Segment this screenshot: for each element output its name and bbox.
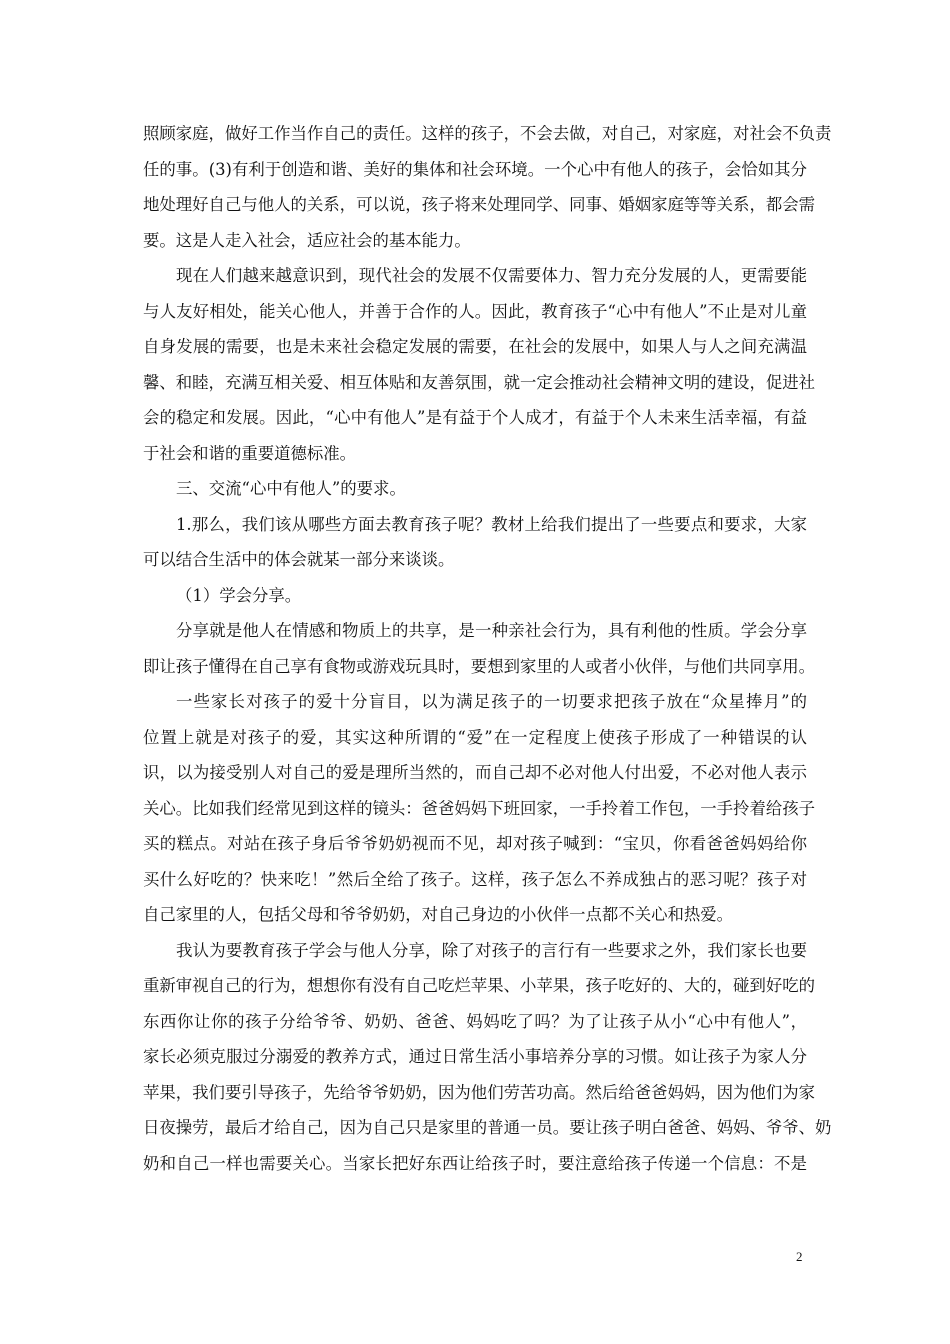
text-line: 自己家里的人，包括父母和爷爷奶奶，对自己身边的小伙伴一点都不关心和热爱。 xyxy=(143,905,734,924)
text-line: 位置上就是对孩子的爱，其实这种所谓的“爱”在一定程度上使孩子形成了一种错误的认 xyxy=(143,728,807,747)
text-line: 自身发展的需要，也是未来社会稳定发展的需要，在社会的发展中，如果人与人之间充满温 xyxy=(143,337,807,356)
text-line: 奶和自己一样也需要关心。当家长把好东西让给孩子时，要注意给孩子传递一个信息：不是 xyxy=(143,1154,807,1173)
text-line: 要。这是人走入社会，适应社会的基本能力。 xyxy=(143,231,471,250)
text-line: 家长必须克服过分溺爱的教养方式，通过日常生活小事培养分享的习惯。如让孩子为家人分 xyxy=(143,1047,807,1066)
text-line: 照顾家庭，做好工作当作自己的责任。这样的孩子，不会去做，对自己，对家庭，对社会不负责 xyxy=(143,124,832,143)
text-line: 可以结合生活中的体会就某一部分来谈谈。 xyxy=(143,550,455,569)
text-line: 与人友好相处，能关心他人，并善于合作的人。因此，教育孩子“心中有他人”不止是对儿童 xyxy=(143,302,807,321)
text-line: 现在人们越来越意识到，现代社会的发展不仅需要体力、智力充分发展的人，更需要能 xyxy=(176,266,807,285)
text-line: 一些家长对孩子的爱十分盲目，以为满足孩子的一切要求把孩子放在“众星捧月”的 xyxy=(176,692,807,711)
page-number: 2 xyxy=(796,1249,803,1264)
text-line: 识，以为接受别人对自己的爱是理所当然的，而自己却不必对他人付出爱，不必对他人表示 xyxy=(143,763,807,782)
text-line: 三、交流“心中有他人”的要求。 xyxy=(176,479,406,498)
text-line: 1.那么，我们该从哪些方面去教育孩子呢？教材上给我们提出了一些要点和要求，大家 xyxy=(176,515,807,534)
text-line: 重新审视自己的行为，想想你有没有自己吃烂苹果、小苹果，孩子吃好的、大的，碰到好吃的 xyxy=(143,976,816,995)
text-line: 东西你让你的孩子分给爷爷、奶奶、爸爸、妈妈吃了吗？为了让孩子从小“心中有他人”， xyxy=(143,1012,807,1031)
text-line: 任的事。(3)有利于创造和谐、美好的集体和社会环境。一个心中有他人的孩子，会恰如其分 xyxy=(143,160,807,179)
text-line: 苹果，我们要引导孩子，先给爷爷奶奶，因为他们劳苦功高。然后给爸爸妈妈，因为他们为家 xyxy=(143,1083,816,1102)
text-line: 会的稳定和发展。因此，“心中有他人”是有益于个人成才，有益于个人未来生活幸福，有益 xyxy=(143,408,807,427)
text-line: 买什么好吃的？快来吃！”然后全给了孩子。这样，孩子怎么不养成独占的恶习呢？孩子对 xyxy=(143,870,807,889)
text-line: 关心。比如我们经常见到这样的镜头：爸爸妈妈下班回家，一手拎着工作包，一手拎着给孩子 xyxy=(143,799,816,818)
text-line: 日夜操劳，最后才给自己，因为自己只是家里的普通一员。要让孩子明白爸爸、妈妈、爷爷、奶 xyxy=(143,1118,832,1137)
text-line: 分享就是他人在情感和物质上的共享，是一种亲社会行为，具有利他的性质。学会分享 xyxy=(176,621,807,640)
text-line: 地处理好自己与他人的关系，可以说，孩子将来处理同学、同事、婚姻家庭等等关系，都会需 xyxy=(143,195,816,214)
text-line: （1）学会分享。 xyxy=(176,586,302,605)
text-line: 我认为要教育孩子学会与他人分享，除了对孩子的言行有一些要求之外，我们家长也要 xyxy=(176,941,807,960)
text-line: 即让孩子懂得在自己享有食物或游戏玩具时，要想到家里的人或者小伙伴，与他们共同享用。 xyxy=(143,657,816,676)
text-line: 馨、和睦，充满互相关爱、相互体贴和友善氛围，就一定会推动社会精神文明的建设，促进社 xyxy=(143,373,816,392)
text-line: 于社会和谐的重要道德标准。 xyxy=(143,444,357,463)
text-line: 买的糕点。对站在孩子身后爷爷奶奶视而不见，却对孩子喊到：“宝贝，你看爸爸妈妈给你 xyxy=(143,834,807,853)
